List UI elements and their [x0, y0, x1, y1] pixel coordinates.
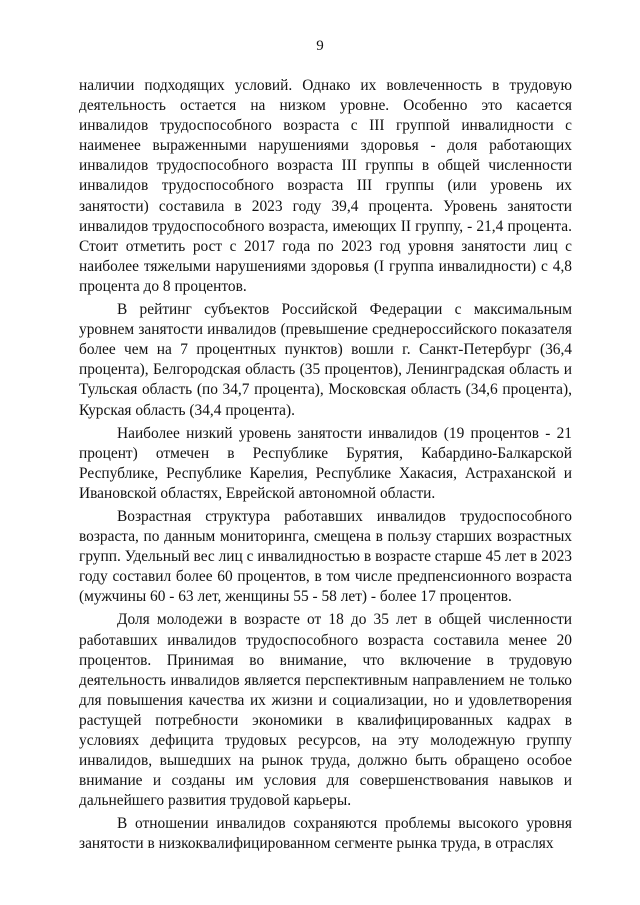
page-number: 9 [316, 38, 324, 54]
paragraph-age-structure: Возрастная структура работавших инвалидов трудоспособного возраста, по данным мониторинга, смещена в пользу старших возрастных групп. Удельный вес лиц с инвалидностью в возрасте старше 45 лет в 2023 году составил более 60 процентов, в том числе предпенсионного возраста (мужчины 60 - 63 лет, женщины 55 - 58 лет) - более 17 процентов. [79, 507, 572, 606]
body-text [79, 76, 572, 855]
paragraph-low-skill-employment: В отношении инвалидов сохраняются проблемы высокого уровня занятости в низкоквалифицированном сегменте рынка труда, в отраслях [79, 815, 572, 853]
paragraph-youth-share: Доля молодежи в возрасте от 18 до 35 лет в общей численности работавших инвалидов трудоспособного возраста составила менее 20 процентов. Принимая во внимание, что включение в трудовую деятельность инвалидов является перспективным направлением не только для повышения качества их жизни и социализации, но и удовлетворения растущей потребности экономики в квалифицированных кадрах в условиях дефицита трудовых ресурсов, на эту молодежную группу инвалидов, вышедших на рынок труда, должно быть обращено особое внимание и созданы им условия для совершенствования навыков и дальнейшего развития трудовой карьеры. [79, 611, 572, 810]
paragraph-continuation: наличии подходящих условий. Однако их вовлеченность в трудовую деятельность остается на низком уровне. Особенно это касается инвалидов трудоспособного возраста с III группой инвалидности с наименее выраженными нарушениями здоровья - доля работающих инвалидов трудоспособного возраста III группы в общей численности инвалидов трудоспособного возраста III группы (или уровень их занятости) составила в 2023 году 39,4 процента. Уровень занятости инвалидов трудоспособного возраста, имеющих II группу, - 21,4 процента. Стоит отметить рост с 2017 года по 2023 год уровня занятости лиц с наиболее тяжелыми нарушениями здоровья (I группа инвалидности) с 4,8 процента до 8 процентов. [79, 77, 572, 295]
paragraph-rating-regions: В рейтинг субъектов Российской Федерации с максимальным уровнем занятости инвалидов (превышение среднероссийского показателя более чем на 7 процентных пунктов) вошли г. Санкт-Петербург (36,4 процента), Белгородская область (35 процентов), Ленинградская область и Тульская область (по 34,7 процента), Московская область (34,6 процента), Курская область (34,4 процента). [79, 301, 572, 419]
paragraph-lowest-employment: Наиболее низкий уровень занятости инвалидов (19 процентов - 21 процент) отмечен в Республике Бурятия, Кабардино-Балкарской Республике, Республике Карелия, Республике Хакасия, Астраханской и Ивановской областях, Еврейской автономной области. [79, 424, 572, 502]
